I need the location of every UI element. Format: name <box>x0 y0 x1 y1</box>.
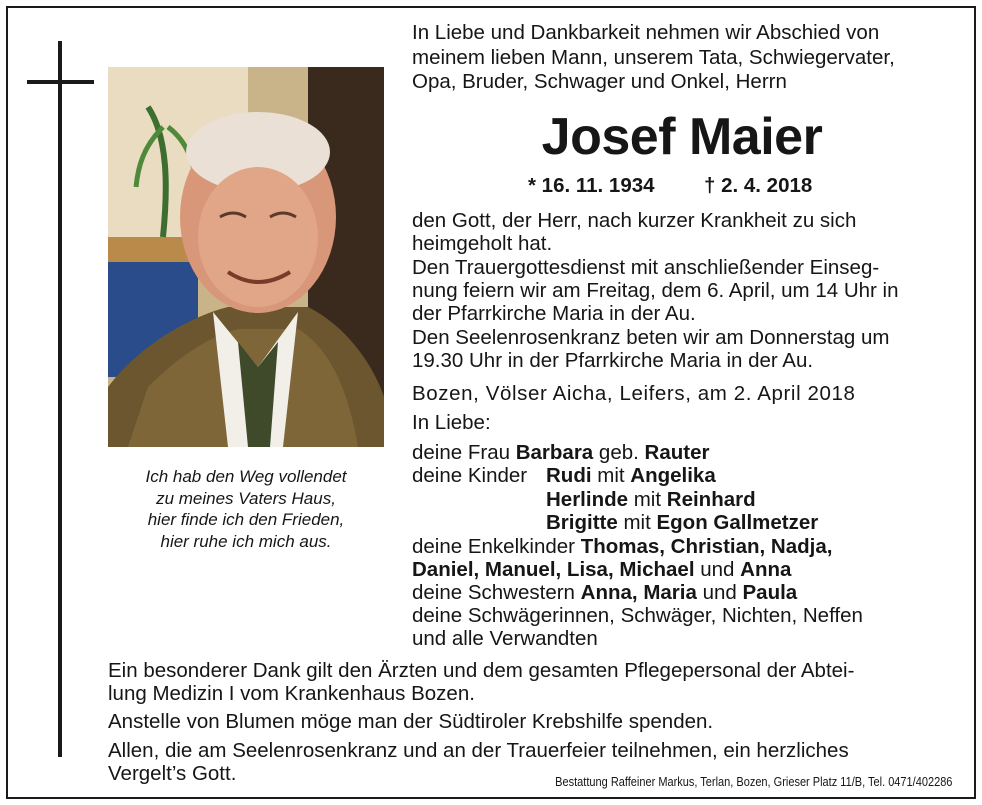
thanks-line: Anstelle von Blumen möge man der Südtiroler Krebshilfe spenden. <box>108 710 714 733</box>
death-date: † 2. 4. 2018 <box>704 174 813 197</box>
grandkids-names: Daniel, Manuel, Lisa, Michael <box>412 558 695 581</box>
family-kids <box>412 465 716 487</box>
quote-line: zu meines Vaters Haus, <box>156 488 336 508</box>
body-line: 19.30 Uhr in der Pfarrkirche Maria in der Au. <box>412 349 814 372</box>
family-kids <box>412 489 756 511</box>
quote-line: hier ruhe ich mich aus. <box>160 531 332 551</box>
kid-mit: mit <box>623 511 651 534</box>
grandkids-names: Thomas, Christian, Nadja, <box>580 535 833 558</box>
wife-name: Barbara <box>515 441 594 464</box>
body-line: heimgeholt hat. <box>412 232 553 255</box>
thanks-line: lung Medizin I vom Krankenhaus Bozen. <box>108 682 475 705</box>
sisters-und: und <box>702 581 737 604</box>
portrait-photo <box>108 67 384 447</box>
sisters-names: Anna, Maria <box>580 581 697 604</box>
thanks-line: Ein besonderer Dank gilt den Ärzten und dem gesamten Pflegepersonal der Abtei- <box>108 659 855 682</box>
grandkids-prefix: deine Enkelkinder <box>412 535 575 558</box>
birth-date: * 16. 11. 1934 <box>528 174 655 197</box>
sisters-prefix: deine Schwestern <box>412 581 575 604</box>
intro-line: meinem lieben Mann, unserem Tata, Schwiegervater, <box>412 46 895 69</box>
wife-geb: geb. <box>598 441 639 464</box>
thanks-line: Allen, die am Seelenrosenkranz und an der Trauerfeier teilnehmen, ein herzliches <box>108 739 849 762</box>
kid-partner: Egon Gallmetzer <box>656 511 819 534</box>
funeral-home-credit: Bestattung Raffeiner Markus, Terlan, Bozen, Grieser Platz 11/B, Tel. 0471/402286 <box>554 775 952 789</box>
family-grandkids <box>412 536 832 558</box>
wife-prefix: deine Frau <box>412 441 511 464</box>
body-line: nung feiern wir am Freitag, dem 6. April, um 14 Uhr in <box>412 279 899 302</box>
family-inlaws: deine Schwägerinnen, Schwäger, Nichten, Neffen <box>412 604 863 627</box>
kid-partner: Reinhard <box>666 488 756 511</box>
wife-maiden-name: Rauter <box>644 441 710 464</box>
kid-name: Herlinde <box>546 488 629 511</box>
family-sisters <box>412 582 797 604</box>
body-line: Den Seelenrosenkranz beten wir am Donnerstag um <box>412 326 890 349</box>
quote-line: hier finde ich den Frieden, <box>147 510 345 529</box>
thanks-line: Vergelt’s Gott. <box>108 762 237 785</box>
kid-name: Brigitte <box>546 511 618 534</box>
place-and-date: Bozen, Völser Aicha, Leifers, am 2. April 2018 <box>412 382 856 405</box>
family-kids <box>412 512 818 534</box>
intro-line: In Liebe und Dankbarkeit nehmen wir Abschied von <box>412 21 880 44</box>
intro-line: Opa, Bruder, Schwager und Onkel, Herrn <box>412 70 787 93</box>
kid-name: Rudi <box>546 464 592 487</box>
in-liebe-heading: In Liebe: <box>412 411 491 434</box>
kid-mit: mit <box>633 488 662 511</box>
cross-horizontal-bar <box>27 80 94 84</box>
cross-vertical-bar <box>58 41 62 757</box>
body-line: Den Trauergottesdienst mit anschließender Einseg- <box>412 256 880 279</box>
family-grandkids <box>412 559 791 581</box>
body-line: den Gott, der Herr, nach kurzer Krankheit zu sich <box>412 209 857 232</box>
family-wife <box>412 442 709 464</box>
kid-mit: mit <box>597 464 625 487</box>
sisters-names: Paula <box>742 581 798 604</box>
kids-prefix: deine Kinder <box>412 464 528 487</box>
grandkids-names: Anna <box>740 558 792 581</box>
grandkids-und: und <box>700 558 735 581</box>
family-relatives: und alle Verwandten <box>412 627 598 650</box>
deceased-name: Josef Maier <box>541 108 823 166</box>
kid-partner: Angelika <box>630 464 716 487</box>
quote-line: Ich hab den Weg vollendet <box>145 467 347 486</box>
memorial-quote <box>108 466 384 552</box>
body-line: der Pfarrkirche Maria in der Au. <box>412 302 696 325</box>
